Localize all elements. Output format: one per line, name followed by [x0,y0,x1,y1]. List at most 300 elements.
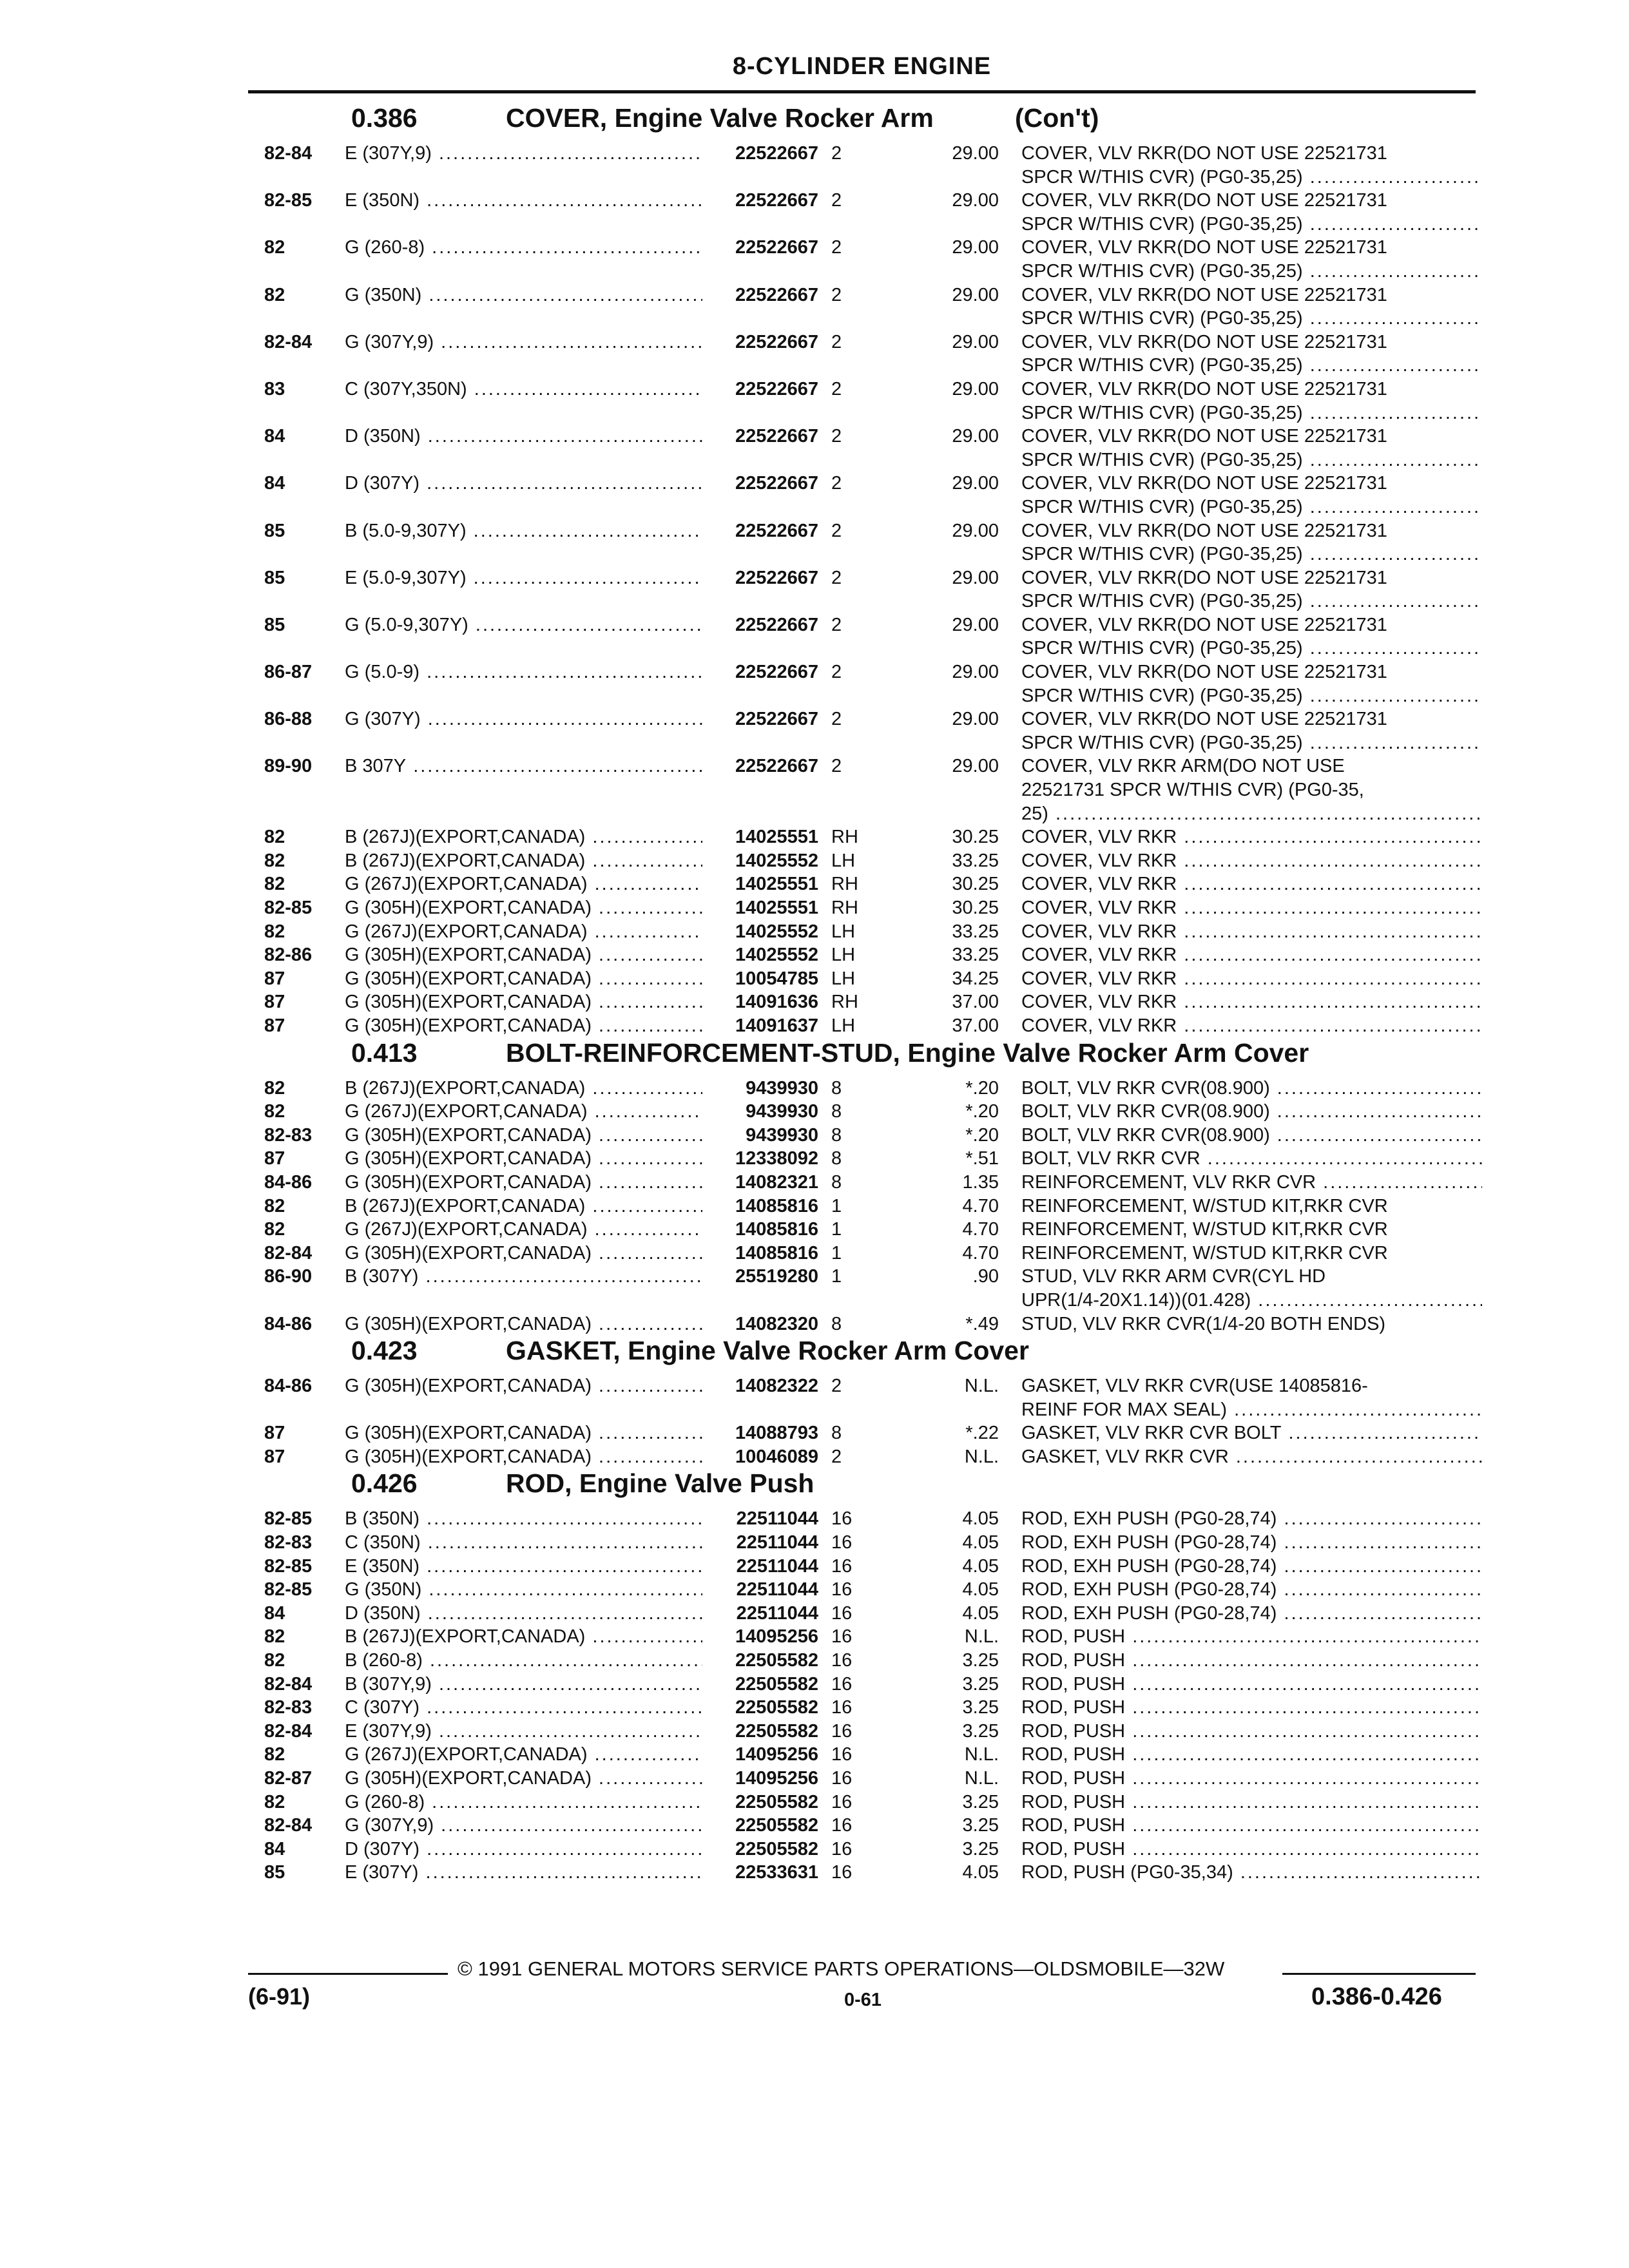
price-cell: 29.00 [952,709,999,730]
model-cell: G (260-8) ..... [345,236,702,260]
section-continued: (Con't) [1015,103,1099,133]
description-line: SPCR W/THIS CVR) (PG0-35,25) ..... [1021,448,1482,472]
part-number-cell: 22505582 [735,1697,818,1718]
part-number-cell: 22511044 [736,1532,818,1553]
description-cell [1021,1171,1482,1195]
table-row [264,943,1482,967]
table-row [264,1861,1482,1885]
table-row [264,1171,1482,1195]
description-line: ROD, PUSH ..... [1021,1720,1482,1744]
description-cell [1021,566,1482,613]
description-cell [1021,707,1482,754]
part-number-cell: 22505582 [735,1791,818,1812]
year-cell: 84-86 [264,1376,313,1397]
table-row [264,1077,1482,1100]
description-line: COVER, VLV RKR ..... [1021,896,1482,920]
description-line: REINFORCEMENT, W/STUD KIT,RKR CVR [1021,1219,1388,1240]
price-cell: 29.00 [952,190,999,211]
table-row [264,1720,1482,1744]
model-cell: B (307Y) ..... [345,1265,702,1289]
year-cell: 82 [264,1077,285,1099]
description-line: SPCR W/THIS CVR) (PG0-35,25) ..... [1021,260,1482,284]
section-header [264,1468,1482,1507]
description-line: COVER, VLV RKR(DO NOT USE 22521731 [1021,284,1387,305]
price-cell: *.20 [965,1124,999,1146]
table-row [264,1531,1482,1555]
quantity-cell: 16 [831,1720,853,1742]
model-cell: C (307Y,350N) ..... [345,378,702,401]
price-cell: N.L. [964,1744,999,1765]
table-row [264,1312,1482,1336]
part-number-cell: 14025552 [735,945,818,966]
price-cell: 29.00 [952,237,999,258]
table-row [264,331,1482,378]
part-number-cell: 22522667 [735,378,818,399]
quantity-cell: 16 [831,1815,853,1836]
description-line: SPCR W/THIS CVR) (PG0-35,25) ..... [1021,684,1482,708]
quantity-cell: 2 [831,331,842,352]
table-row [264,1602,1482,1626]
description-cell [1021,1100,1482,1124]
table-row [264,967,1482,991]
part-number-cell: 22505582 [735,1720,818,1742]
table-row [264,1100,1482,1124]
part-number-cell: 14082320 [735,1313,818,1334]
price-cell: .90 [972,1266,999,1287]
price-cell: 37.00 [952,1015,999,1036]
quantity-cell: 2 [831,1446,842,1467]
price-cell: 4.05 [962,1532,999,1553]
price-cell: 29.00 [952,331,999,352]
year-cell: 82 [264,1791,285,1812]
quantity-cell: 16 [831,1626,853,1648]
model-cell: B (267J)(EXPORT,CANADA) ..... [345,1625,702,1649]
footer-page-number: 0-61 [844,1990,882,2010]
part-number-cell: 14082322 [735,1376,818,1397]
part-number-cell: 14095256 [735,1768,818,1789]
quantity-cell: 2 [831,237,842,258]
model-cell: G (307Y,9) ..... [345,1814,702,1838]
table-row [264,1673,1482,1696]
part-number-cell: 22522667 [735,331,818,352]
description-line: ROD, EXH PUSH (PG0-28,74) ..... [1021,1531,1482,1555]
price-cell: *.20 [965,1077,999,1099]
price-cell: 33.25 [952,850,999,871]
quantity-cell: 16 [831,1697,853,1718]
table-row [264,1195,1482,1218]
part-number-cell: 22522667 [735,567,818,588]
description-line: GASKET, VLV RKR CVR(USE 14085816- [1021,1376,1368,1397]
description-line: GASKET, VLV RKR CVR BOLT ..... [1021,1421,1482,1445]
part-number-cell: 14025551 [735,827,818,848]
quantity-cell: 1 [831,1195,842,1216]
price-cell: 4.70 [962,1219,999,1240]
price-cell: 3.25 [962,1815,999,1836]
year-cell: 82-84 [264,143,313,164]
table-row [264,1374,1482,1421]
quantity-cell: 1 [831,1266,842,1287]
model-cell: G (305H)(EXPORT,CANADA) ..... [345,1147,702,1171]
description-line: REINF FOR MAX SEAL) ..... [1021,1398,1482,1422]
part-number-cell: 14025552 [735,850,818,871]
description-line: COVER, VLV RKR ARM(DO NOT USE [1021,756,1345,777]
year-cell: 82 [264,1195,285,1216]
year-cell: 84 [264,1602,285,1624]
year-cell: 82 [264,850,285,871]
model-cell: B (267J)(EXPORT,CANADA) ..... [345,1077,702,1100]
table-row [264,1743,1482,1767]
part-number-cell: 14095256 [735,1626,818,1648]
description-line: COVER, VLV RKR(DO NOT USE 22521731 [1021,473,1387,494]
model-cell: G (267J)(EXPORT,CANADA) ..... [345,1743,702,1767]
model-cell: E (350N) ..... [345,189,702,213]
quantity-cell: 16 [831,1602,853,1624]
table-row [264,920,1482,944]
part-number-cell: 9439930 [746,1101,818,1122]
description-line: REINFORCEMENT, W/STUD KIT,RKR CVR [1021,1195,1388,1216]
part-number-cell: 22522667 [735,756,818,777]
quantity-cell: 16 [831,1768,853,1789]
description-line: COVER, VLV RKR ..... [1021,1014,1482,1038]
description-line: COVER, VLV RKR ..... [1021,920,1482,944]
description-line: ROD, EXH PUSH (PG0-28,74) ..... [1021,1578,1482,1602]
model-cell: C (350N) ..... [345,1531,702,1555]
price-cell: *.20 [965,1101,999,1122]
table-row [264,472,1482,519]
description-cell [1021,189,1482,236]
price-cell: N.L. [964,1626,999,1648]
section-number: 0.413 [351,1037,418,1068]
model-cell: B 307Y ..... [345,754,702,778]
description-line: BOLT, VLV RKR CVR(08.900) ..... [1021,1124,1482,1148]
table-row [264,519,1482,566]
quantity-cell: 16 [831,1555,853,1577]
part-number-cell: 22505582 [735,1650,818,1671]
table-row [264,707,1482,754]
description-line: SPCR W/THIS CVR) (PG0-35,25) ..... [1021,590,1482,613]
description-line: COVER, VLV RKR(DO NOT USE 22521731 [1021,709,1387,730]
model-cell: G (267J)(EXPORT,CANADA) ..... [345,920,702,944]
price-cell: 34.25 [952,968,999,989]
description-cell [1021,1649,1482,1673]
description-cell [1021,1861,1482,1885]
description-line: 25) ..... [1021,802,1482,826]
model-cell: G (305H)(EXPORT,CANADA) ..... [345,1171,702,1195]
price-cell: 4.70 [962,1242,999,1264]
description-cell [1021,1195,1482,1218]
footer-rule-left [248,1973,448,1975]
year-cell: 82-86 [264,945,313,966]
year-cell: 82 [264,284,285,305]
price-cell: N.L. [964,1446,999,1467]
model-cell: E (307Y,9) ..... [345,1720,702,1744]
price-cell: *.22 [965,1423,999,1444]
part-number-cell: 22522667 [735,473,818,494]
table-row [264,1218,1482,1242]
year-cell: 82-83 [264,1124,313,1146]
section-number: 0.386 [351,103,418,133]
quantity-cell: 2 [831,378,842,399]
description-cell [1021,1242,1482,1265]
table-row [264,825,1482,849]
footer-date-code: (6-91) [248,1983,311,2010]
model-cell: G (305H)(EXPORT,CANADA) ..... [345,967,702,991]
part-number-cell: 22522667 [735,662,818,683]
year-cell: 83 [264,378,285,399]
description-line: SPCR W/THIS CVR) (PG0-35,25) ..... [1021,354,1482,378]
table-row [264,613,1482,660]
price-cell: 3.25 [962,1838,999,1860]
quantity-cell: 1 [831,1242,842,1264]
description-line: ROD, PUSH ..... [1021,1767,1482,1791]
quantity-cell: 2 [831,709,842,730]
model-cell: G (260-8) ..... [345,1791,702,1814]
year-cell: 86-90 [264,1266,313,1287]
table-row [264,754,1482,825]
model-cell: G (305H)(EXPORT,CANADA) ..... [345,990,702,1014]
footer-copyright: © 1991 GENERAL MOTORS SERVICE PARTS OPERATIONS—OLDSMOBILE—32W [458,1957,1225,1980]
price-cell: 4.05 [962,1555,999,1577]
quantity-cell: 8 [831,1077,842,1099]
description-line: ROD, EXH PUSH (PG0-28,74) ..... [1021,1555,1482,1579]
table-row [264,1696,1482,1720]
table-row [264,1147,1482,1171]
parts-catalog [264,103,1482,1885]
description-cell [1021,1720,1482,1744]
description-line: ROD, EXH PUSH (PG0-28,74) ..... [1021,1602,1482,1626]
year-cell: 82 [264,921,285,942]
quantity-cell: 8 [831,1124,842,1146]
model-cell: G (267J)(EXPORT,CANADA) ..... [345,1218,702,1242]
part-number-cell: 22522667 [735,190,818,211]
table-row [264,1578,1482,1602]
quantity-cell: 2 [831,143,842,164]
part-number-cell: 22522667 [735,709,818,730]
price-cell: 1.35 [962,1171,999,1193]
quantity-cell: 2 [831,614,842,635]
quantity-cell: 16 [831,1579,853,1600]
description-cell [1021,943,1482,967]
year-cell: 87 [264,1446,285,1467]
quantity-cell: 8 [831,1171,842,1193]
description-cell [1021,1743,1482,1767]
year-cell: 82-85 [264,190,313,211]
description-line: ROD, PUSH ..... [1021,1791,1482,1814]
description-cell [1021,1531,1482,1555]
footer-section-range: 0.386-0.426 [1311,1983,1442,2010]
model-cell: B (350N) ..... [345,1507,702,1531]
year-cell: 82-84 [264,1673,313,1695]
price-cell: N.L. [964,1768,999,1789]
description-line: ROD, PUSH ..... [1021,1625,1482,1649]
price-cell: 30.25 [952,874,999,895]
table-row [264,1421,1482,1445]
model-cell: G (305H)(EXPORT,CANADA) ..... [345,1312,702,1336]
description-cell [1021,284,1482,331]
year-cell: 82-85 [264,1508,313,1530]
description-line: SPCR W/THIS CVR) (PG0-35,25) ..... [1021,637,1482,660]
year-cell: 87 [264,968,285,989]
model-cell: E (307Y,9) ..... [345,142,702,166]
description-line: REINFORCEMENT, W/STUD KIT,RKR CVR [1021,1242,1388,1264]
section-title: COVER, Engine Valve Rocker Arm [506,103,934,133]
part-number-cell: 14088793 [735,1423,818,1444]
quantity-cell: RH [831,898,858,919]
table-row [264,896,1482,920]
section-header [264,1336,1482,1374]
part-number-cell: 14082321 [735,1171,818,1193]
quantity-cell: 16 [831,1532,853,1553]
section-number: 0.423 [351,1336,418,1366]
table-row [264,1791,1482,1814]
year-cell: 84 [264,426,285,447]
price-cell: 29.00 [952,662,999,683]
part-number-cell: 14025552 [735,921,818,942]
description-line: COVER, VLV RKR(DO NOT USE 22521731 [1021,331,1387,352]
description-cell [1021,425,1482,472]
year-cell: 85 [264,1862,285,1883]
model-cell: G (305H)(EXPORT,CANADA) ..... [345,1014,702,1038]
model-cell: B (5.0-9,307Y) ..... [345,519,702,543]
part-number-cell: 14085816 [735,1242,818,1264]
description-cell [1021,1578,1482,1602]
table-row [264,378,1482,425]
description-line: SPCR W/THIS CVR) (PG0-35,25) ..... [1021,543,1482,566]
quantity-cell: LH [831,968,856,989]
description-cell [1021,1814,1482,1838]
model-cell: G (350N) ..... [345,1578,702,1602]
quantity-cell: 2 [831,284,842,305]
description-line: COVER, VLV RKR(DO NOT USE 22521731 [1021,520,1387,541]
model-cell: E (307Y) ..... [345,1861,702,1885]
quantity-cell: 8 [831,1101,842,1122]
description-cell [1021,990,1482,1014]
year-cell: 82 [264,1626,285,1648]
description-line: ROD, PUSH ..... [1021,1673,1482,1696]
quantity-cell: 16 [831,1791,853,1812]
description-line: COVER, VLV RKR ..... [1021,943,1482,967]
table-row [264,990,1482,1014]
part-number-cell: 22511044 [736,1579,818,1600]
part-number-cell: 22522667 [735,284,818,305]
model-cell: C (307Y) ..... [345,1696,702,1720]
part-number-cell: 14095256 [735,1744,818,1765]
model-cell: B (267J)(EXPORT,CANADA) ..... [345,849,702,873]
price-cell: 37.00 [952,992,999,1013]
year-cell: 87 [264,1015,285,1036]
model-cell: G (5.0-9) ..... [345,660,702,684]
quantity-cell: 1 [831,1219,842,1240]
part-number-cell: 22505582 [735,1815,818,1836]
table-row [264,236,1482,283]
price-cell: 29.00 [952,143,999,164]
description-line: ROD, PUSH ..... [1021,1814,1482,1838]
table-row [264,189,1482,236]
table-row [264,1507,1482,1531]
part-number-cell: 22505582 [735,1838,818,1860]
quantity-cell: LH [831,945,856,966]
description-cell [1021,1445,1482,1469]
description-cell [1021,613,1482,660]
part-number-cell: 22522667 [735,237,818,258]
part-number-cell: 9439930 [746,1124,818,1146]
quantity-cell: LH [831,921,856,942]
description-cell [1021,236,1482,283]
year-cell: 84-86 [264,1171,313,1193]
description-line: GASKET, VLV RKR CVR ..... [1021,1445,1482,1469]
table-row [264,1625,1482,1649]
description-cell [1021,331,1482,378]
table-row [264,1555,1482,1579]
part-number-cell: 14085816 [735,1195,818,1216]
description-cell [1021,1791,1482,1814]
year-cell: 82 [264,1744,285,1765]
part-number-cell: 9439930 [746,1077,818,1099]
year-cell: 82 [264,874,285,895]
year-cell: 85 [264,520,285,541]
model-cell: E (350N) ..... [345,1555,702,1579]
table-row [264,1265,1482,1312]
model-cell: G (350N) ..... [345,284,702,307]
table-row [264,1242,1482,1265]
year-cell: 87 [264,1148,285,1169]
part-number-cell: 10054785 [735,968,818,989]
model-cell: G (307Y) ..... [345,707,702,731]
part-number-cell: 14091636 [735,992,818,1013]
description-cell [1021,142,1482,189]
year-cell: 84 [264,1838,285,1860]
description-cell [1021,1124,1482,1148]
description-line: BOLT, VLV RKR CVR(08.900) ..... [1021,1077,1482,1100]
price-cell: 29.00 [952,756,999,777]
description-line: SPCR W/THIS CVR) (PG0-35,25) ..... [1021,166,1482,189]
part-number-cell: 22511044 [736,1555,818,1577]
model-cell: G (305H)(EXPORT,CANADA) ..... [345,1124,702,1148]
year-cell: 85 [264,567,285,588]
part-number-cell: 22511044 [736,1508,818,1530]
footer-rule-right [1282,1973,1476,1975]
part-number-cell: 22511044 [736,1602,818,1624]
description-cell [1021,1147,1482,1171]
price-cell: 30.25 [952,827,999,848]
description-line: ROD, PUSH (PG0-35,34) ..... [1021,1861,1482,1885]
section-title: GASKET, Engine Valve Rocker Arm Cover [506,1336,1029,1366]
model-cell: G (305H)(EXPORT,CANADA) ..... [345,1421,702,1445]
description-line: COVER, VLV RKR(DO NOT USE 22521731 [1021,662,1387,683]
model-cell: G (267J)(EXPORT,CANADA) ..... [345,1100,702,1124]
price-cell: *.51 [965,1148,999,1169]
year-cell: 84-86 [264,1313,313,1334]
part-number-cell: 22522667 [735,614,818,635]
description-cell [1021,872,1482,896]
description-cell [1021,1507,1482,1531]
quantity-cell: 8 [831,1423,842,1444]
price-cell: 4.70 [962,1195,999,1216]
header-rule [248,90,1476,93]
model-cell: B (267J)(EXPORT,CANADA) ..... [345,825,702,849]
table-row [264,849,1482,873]
table-row [264,872,1482,896]
part-number-cell: 10046089 [735,1446,818,1467]
price-cell: 3.25 [962,1791,999,1812]
year-cell: 87 [264,1423,285,1444]
price-cell: 29.00 [952,520,999,541]
model-cell: G (305H)(EXPORT,CANADA) ..... [345,896,702,920]
year-cell: 82 [264,1219,285,1240]
year-cell: 82-85 [264,898,313,919]
quantity-cell: 2 [831,190,842,211]
description-cell [1021,1014,1482,1038]
